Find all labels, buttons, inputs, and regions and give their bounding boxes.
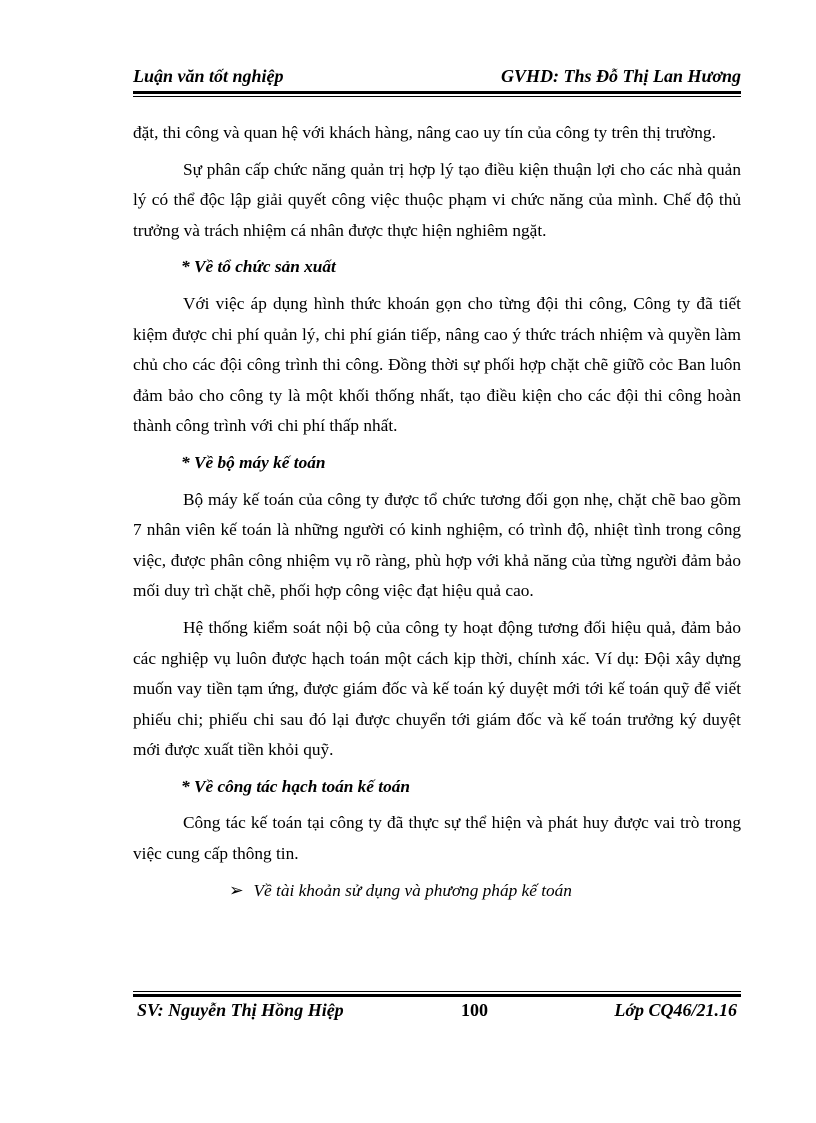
paragraph-accounting-work: Công tác kế toán tại công ty đã thực sự thể hiện và phát huy được vai trò trong việc cung cấp thông tin. (133, 813, 741, 864)
page-footer (133, 998, 741, 1024)
paragraph-internal-control: Hệ thống kiểm soát nội bộ của công ty hoạt động tương đối hiệu quả, đảm bảo các nghiệp vụ luôn được hạch toán một cách kịp thời, chính xác. Ví dụ: Đội xây dựng muốn vay tiền tạm ứng, được giám đốc và kế toán ký duyệt mới tới kế toán quỹ để viết phiếu chi; phiếu chi sau đó lại được chuyển tới giám đốc và kế toán trưởng ký duyệt mới được xuất tiền khỏi quỹ. (133, 617, 741, 760)
heading-production: * Về tổ chức sản xuất (181, 257, 336, 277)
header-rule-thin (133, 96, 741, 97)
heading-accounting-work: * Về công tác hạch toán kế toán (181, 776, 410, 796)
footer-rule-thin (133, 991, 741, 992)
header-title: Luận văn tốt nghiệp (133, 66, 284, 86)
paragraph-accounting-apparatus: Bộ máy kế toán của công ty được tổ chức tương đối gọn nhẹ, chặt chẽ bao gồm 7 nhân viên kế toán là những người có kinh nghiệm, có trình độ, nhiệt tình trong công việc, được phân công nhiệm vụ rõ ràng, phù hợp với khả năng của từng người đảm bảo mối duy trì chặt chẽ, phối hợp công việc đạt hiệu quả cao. (133, 489, 741, 601)
page-header (133, 64, 741, 90)
paragraph-continuation: đặt, thi công và quan hệ với khách hàng, nâng cao uy tín của công ty trên thị trường. (133, 123, 716, 142)
header-supervisor: GVHD: Ths Đỗ Thị Lan Hương (501, 66, 741, 86)
header-rule-thick (133, 91, 741, 94)
footer-student: SV: Nguyễn Thị Hồng Hiệp (137, 1000, 344, 1020)
subheading-accounts (133, 876, 741, 907)
paragraph-management: Sự phân cấp chức năng quản trị hợp lý tạo điều kiện thuận lợi cho các nhà quản lý có thể độc lập giải quyết công việc thuộc phạm vi chức năng của mình. Chế độ thủ trưởng và trách nhiệm cá nhân được thực hiện nghiêm ngặt. (133, 159, 741, 240)
arrow-bullet-icon: ➢ (229, 880, 244, 900)
subheading-accounts-text: Về tài khoản sử dụng và phương pháp kế toán (253, 880, 572, 900)
paragraph-production: Với việc áp dụng hình thức khoán gọn cho từng đội thi công, Công ty đã tiết kiệm được chi phí quản lý, chi phí gián tiếp, nâng cao ý thức trách nhiệm và quyền làm chủ cho các đội công trình thi công. Đồng thời sự phối hợp chặt chẽ giữõ cỏc Ban luôn đảm bảo cho công ty là một khối thống nhất, tạo điều kiện cho các đội thi công hoàn thành công trình với chi phí thấp nhất. (133, 293, 741, 436)
heading-accounting-apparatus: * Về bộ máy kế toán (181, 452, 326, 472)
footer-class: Lớp CQ46/21.16 (614, 1000, 737, 1020)
footer-rule-thick (133, 994, 741, 997)
page-number: 100 (461, 1000, 488, 1020)
page-content (133, 118, 741, 906)
